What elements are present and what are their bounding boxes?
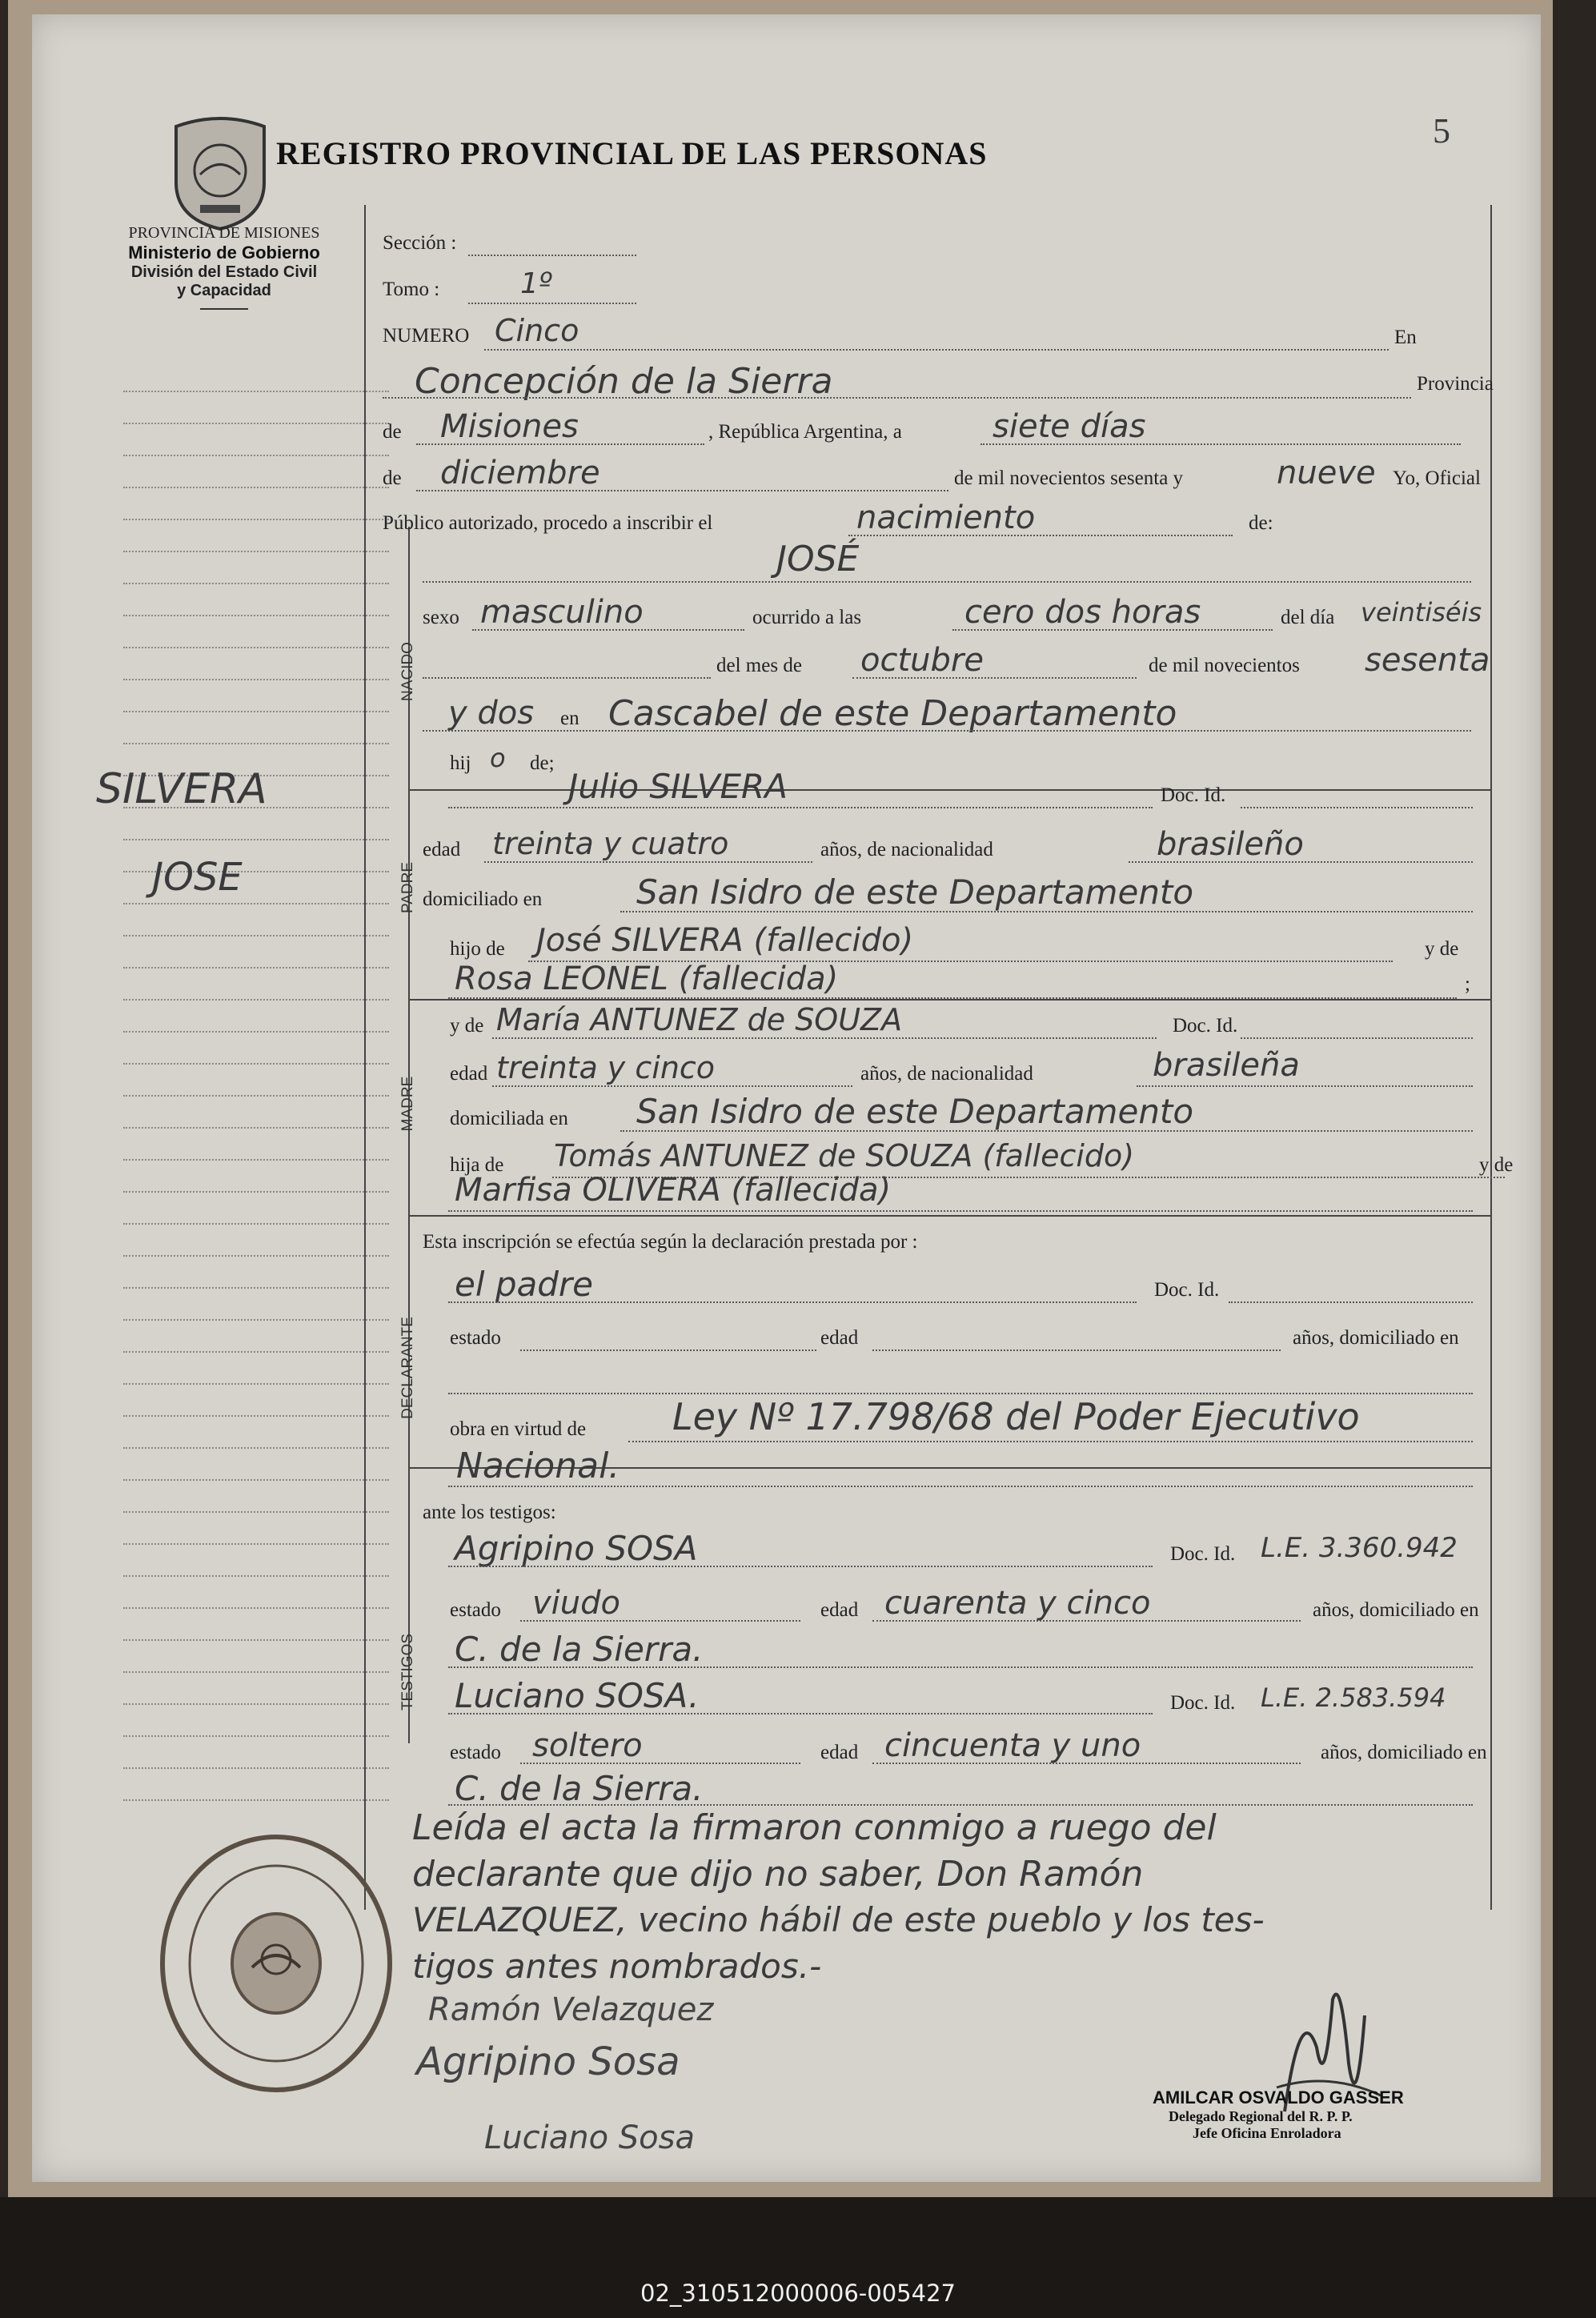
note-line-1: Leída el acta la firmaron conmigo a ruego del	[412, 1807, 1217, 1848]
value-anio: sesenta	[1365, 642, 1490, 679]
section-label-madre: MADRE	[399, 1076, 416, 1132]
letterhead-ministry: Ministerio de Gobierno	[128, 243, 320, 263]
value-dia: veintiséis	[1361, 597, 1482, 628]
label-de4: de;	[530, 752, 555, 774]
official-title: Delegado Regional del R. P. P.	[1169, 2108, 1353, 2124]
value-madre-nombre: María ANTUNEZ de SOUZA	[496, 1002, 903, 1037]
value-obra2: Nacional.	[456, 1446, 620, 1486]
label-ocurrido: ocurrido a las	[752, 607, 862, 628]
form-right-border	[1490, 205, 1492, 1910]
value-madre-nacionalidad: brasileña	[1153, 1047, 1300, 1084]
page-number: 5	[1433, 111, 1450, 150]
label-declarante-edad: edad	[820, 1327, 859, 1349]
value-madre-y-de: Marfisa OLIVERA (fallecida)	[455, 1172, 892, 1209]
signature-luciano-sosa: Luciano Sosa	[484, 2119, 696, 2156]
value-padre-hijo-de: José SILVERA (fallecido)	[536, 922, 914, 959]
provincial-coat-of-arms	[168, 110, 272, 231]
label-declarante-anos: años, domiciliado en	[1293, 1327, 1459, 1349]
label-testigo1-estado: estado	[450, 1599, 501, 1621]
value-madre-hija-de: Tomás ANTUNEZ de SOUZA (fallecido)	[554, 1138, 1135, 1173]
margin-given-name: JOSE	[152, 855, 243, 900]
label-madre-domicilio: domiciliada en	[450, 1108, 568, 1129]
note-line-2: declarante que dijo no saber, Don Ramón	[412, 1854, 1144, 1895]
label-padre-domicilio: domiciliado en	[423, 888, 543, 910]
label-testigo2-estado: estado	[450, 1742, 501, 1763]
separator-padre	[408, 999, 1490, 1001]
label-obra: obra en virtud de	[450, 1418, 587, 1440]
label-madre-doc: Doc. Id.	[1173, 1015, 1238, 1037]
value-testigo1-estado: viudo	[532, 1585, 620, 1622]
label-madre-y-de: y de	[450, 1015, 484, 1037]
section-label-nacido: NACIDO	[399, 642, 416, 701]
letterhead-capacity: y Capacidad	[177, 282, 271, 299]
value-hijo-suffix: o	[490, 743, 506, 773]
label-de3: de:	[1249, 512, 1273, 534]
label-inscripcion: Esta inscripción se efectúa según la declaración prestada por :	[423, 1231, 918, 1253]
letterhead-division: División del Estado Civil	[130, 263, 318, 281]
note-line-3: VELAZQUEZ, vecino hábil de este pueblo y los tes-	[412, 1900, 1265, 1939]
signature-agripino-sosa: Agripino Sosa	[416, 2039, 680, 2084]
label-madre-edad: edad	[450, 1063, 488, 1085]
label-publico: Público autorizado, procedo a inscribir el	[383, 512, 713, 534]
label-declarante-estado: estado	[450, 1327, 501, 1349]
value-testigo2-nombre: Luciano SOSA.	[455, 1676, 700, 1715]
section-label-declarante: DECLARANTE	[399, 1317, 416, 1419]
label-de2: de	[383, 467, 402, 489]
value-lugar: Concepción de la Sierra	[415, 361, 833, 402]
value-testigo1-nombre: Agripino SOSA	[455, 1529, 698, 1568]
value-anio2: y dos	[448, 695, 535, 732]
letterhead-province: PROVINCIA DE MISIONES	[128, 224, 320, 242]
separator-madre	[408, 1215, 1490, 1217]
label-republica: , República Argentina, a	[708, 421, 902, 443]
label-tomo: Tomo :	[383, 279, 440, 300]
value-testigo1-doc: L.E. 3.360.942	[1261, 1532, 1458, 1564]
value-testigo1-domicilio: C. de la Sierra.	[455, 1630, 704, 1669]
label-testigo2-doc: Doc. Id.	[1170, 1692, 1236, 1714]
value-numero: Cinco	[495, 313, 579, 348]
label-ante-testigos: ante los testigos:	[423, 1502, 556, 1523]
value-acto: nacimiento	[856, 499, 1036, 536]
label-madre-y-de2: y de	[1479, 1154, 1514, 1176]
register-page	[32, 14, 1541, 2182]
label-padre-y-de: y de	[1425, 938, 1459, 960]
label-en: En	[1394, 327, 1417, 348]
round-seal	[156, 1831, 396, 2095]
value-fecha-mes: diciembre	[440, 455, 600, 491]
section-label-padre: PADRE	[399, 861, 416, 914]
label-testigo1-edad: edad	[820, 1599, 859, 1621]
value-declarante: el padre	[455, 1265, 594, 1304]
label-testigo2-edad: edad	[820, 1742, 859, 1763]
label-hijo: hij	[450, 752, 471, 774]
label-testigo1-anos: años, domiciliado en	[1313, 1599, 1479, 1621]
signature-ramon-velazquez: Ramón Velazquez	[428, 1991, 714, 2028]
value-padre-edad: treinta y cuatro	[492, 826, 729, 861]
value-testigo2-doc: L.E. 2.583.594	[1261, 1682, 1446, 1713]
label-madre-hija-de: hija de	[450, 1154, 504, 1176]
value-testigo2-edad: cincuenta y uno	[884, 1727, 1141, 1764]
value-madre-domicilio: San Isidro de este Departamento	[636, 1092, 1194, 1131]
value-padre-nombre: Julio SILVERA	[568, 767, 788, 806]
value-padre-domicilio: San Isidro de este Departamento	[636, 872, 1194, 912]
label-yo-oficial: Yo, Oficial	[1393, 467, 1481, 489]
value-testigo2-domicilio: C. de la Sierra.	[455, 1769, 704, 1808]
value-fecha-anio: nueve	[1277, 455, 1376, 491]
form-left-border	[364, 205, 366, 1910]
value-provincia: Misiones	[440, 408, 579, 445]
label-declarante-doc: Doc. Id.	[1154, 1279, 1220, 1301]
official-office: Jefe Oficina Enroladora	[1193, 2125, 1341, 2141]
label-del-mes: del mes de	[716, 655, 802, 676]
label-de-mil-novecientos: de mil novecientos sesenta y	[954, 467, 1184, 489]
section-label-testigos: TESTIGOS	[399, 1633, 416, 1711]
value-tomo: 1º	[520, 267, 552, 300]
label-de-mil-nov: de mil novecientos	[1149, 655, 1300, 676]
label-seccion: Sección :	[383, 232, 457, 254]
label-sexo: sexo	[423, 607, 459, 628]
label-testigo1-doc: Doc. Id.	[1170, 1543, 1236, 1565]
note-line-4: tigos antes nombrados.-	[412, 1947, 822, 1986]
official-name: AMILCAR OSVALDO GASSER	[1153, 2087, 1404, 2107]
label-padre-doc: Doc. Id.	[1161, 784, 1226, 806]
label-provincia: Provincia	[1417, 373, 1494, 395]
value-testigo2-estado: soltero	[532, 1727, 643, 1764]
value-padre-y-de: Rosa LEONEL (fallecida)	[455, 960, 839, 997]
value-hora: cero dos horas	[964, 594, 1201, 631]
label-padre-edad: edad	[423, 839, 461, 860]
label-del-dia: del día	[1281, 607, 1335, 628]
label-en2: en	[560, 708, 579, 729]
label-padre-hijo-de: hijo de	[450, 938, 505, 960]
document-title: REGISTRO PROVINCIAL DE LAS PERSONAS	[276, 135, 988, 171]
value-madre-edad: treinta y cinco	[496, 1050, 716, 1085]
label-numero: NUMERO	[383, 325, 470, 347]
value-fecha-dia: siete días	[992, 408, 1146, 445]
label-testigo2-anos: años, domiciliado en	[1321, 1742, 1487, 1763]
value-testigo1-edad: cuarenta y cinco	[884, 1585, 1151, 1622]
value-obra: Ley Nº 17.798/68 del Poder Ejecutivo	[672, 1395, 1360, 1438]
letterhead	[56, 224, 392, 310]
value-padre-nacionalidad: brasileño	[1157, 826, 1304, 863]
value-mes: octubre	[860, 642, 984, 679]
value-sexo: masculino	[480, 594, 644, 631]
label-de: de	[383, 421, 402, 443]
label-semicolon: ;	[1465, 973, 1470, 995]
label-padre-nac: años, de nacionalidad	[820, 839, 993, 860]
value-lugar-nac: Cascabel de este Departamento	[608, 693, 1177, 734]
image-id-label: 02_310512000006-005427	[640, 2280, 956, 2307]
value-nombre: JOSÉ	[776, 539, 860, 580]
margin-surname: SILVERA	[96, 765, 267, 813]
letterhead-rule	[200, 308, 248, 310]
label-madre-nac: años, de nacionalidad	[860, 1063, 1033, 1085]
official-stamp	[1153, 2087, 1521, 2142]
